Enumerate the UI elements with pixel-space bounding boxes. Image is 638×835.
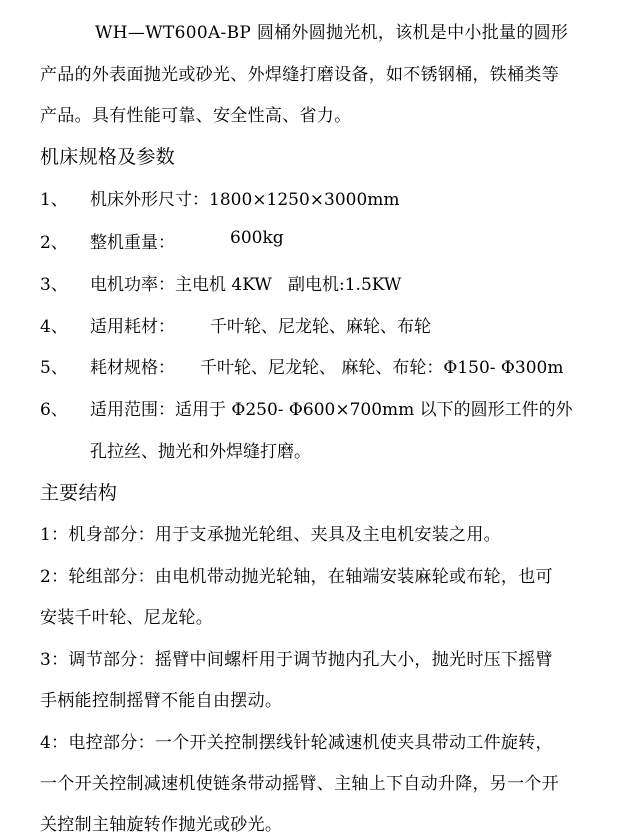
structure-item-2-line-1: 2：轮组部分：由电机带动抛光轮轴，在轴端安装麻轮或布轮，也可 [40,567,553,587]
spec-5-number: 5、 [40,358,68,378]
spec-3-number: 3、 [40,275,68,295]
structure-item-4-line-1: 4：电控部分：一个开关控制摆线针轮减速机使夹具带动工件旋转， [40,733,553,753]
spec-6-number: 6、 [40,400,68,420]
intro-line-1: WH—WT600A-BP 圆桶外圆抛光机，该机是中小批量的圆形 [95,23,569,43]
spec-4-number: 4、 [40,317,68,337]
spec-2-number: 2、 [40,233,68,253]
structure-item-4-line-2: 一个开关控制减速机使链条带动摇臂、主轴上下自动升降，另一个开 [40,774,559,794]
spec-4-label: 适用耗材： [90,317,175,337]
spec-3-text: 电机功率：主电机 4KW 副电机:1.5KW [90,275,402,295]
intro-line-3: 产品。具有性能可靠、安全性高、省力。 [40,106,352,126]
spec-4-value: 千叶轮、尼龙轮、麻轮、布轮 [210,317,431,337]
spec-6-continuation: 孔拉丝、抛光和外焊缝打磨。 [90,442,311,462]
spec-6-text: 适用范围：适用于 Φ250- Φ600×700mm 以下的圆形工件的外 [90,400,573,420]
structure-item-4-line-3: 关控制主轴旋转作抛光或砂光。 [40,815,283,835]
spec-2-value: 600kg [230,228,284,248]
structure-item-3-line-1: 3：调节部分：摇臂中间螺杆用于调节抛内孔大小，抛光时压下摇臂 [40,650,553,670]
spec-1-number: 1、 [40,190,68,210]
structure-item-3-line-2: 手柄能控制摇臂不能自由摆动。 [40,691,283,711]
structure-item-1: 1：机身部分：用于支承抛光轮组、夹具及主电机安装之用。 [40,525,501,545]
specs-heading: 机床规格及参数 [40,146,176,168]
structure-item-2-line-2: 安装千叶轮、尼龙轮。 [40,608,213,628]
structure-heading: 主要结构 [40,482,118,504]
spec-5-value: 千叶轮、尼龙轮、 麻轮、布轮：Φ150- Φ300m [200,358,564,378]
spec-1-text: 机床外形尺寸：1800×1250×3000mm [90,190,400,210]
spec-2-label: 整机重量： [90,233,175,253]
intro-line-2: 产品的外表面抛光或砂光、外焊缝打磨设备，如不锈钢桶，铁桶类等 [40,65,559,85]
spec-5-label: 耗材规格： [90,358,175,378]
